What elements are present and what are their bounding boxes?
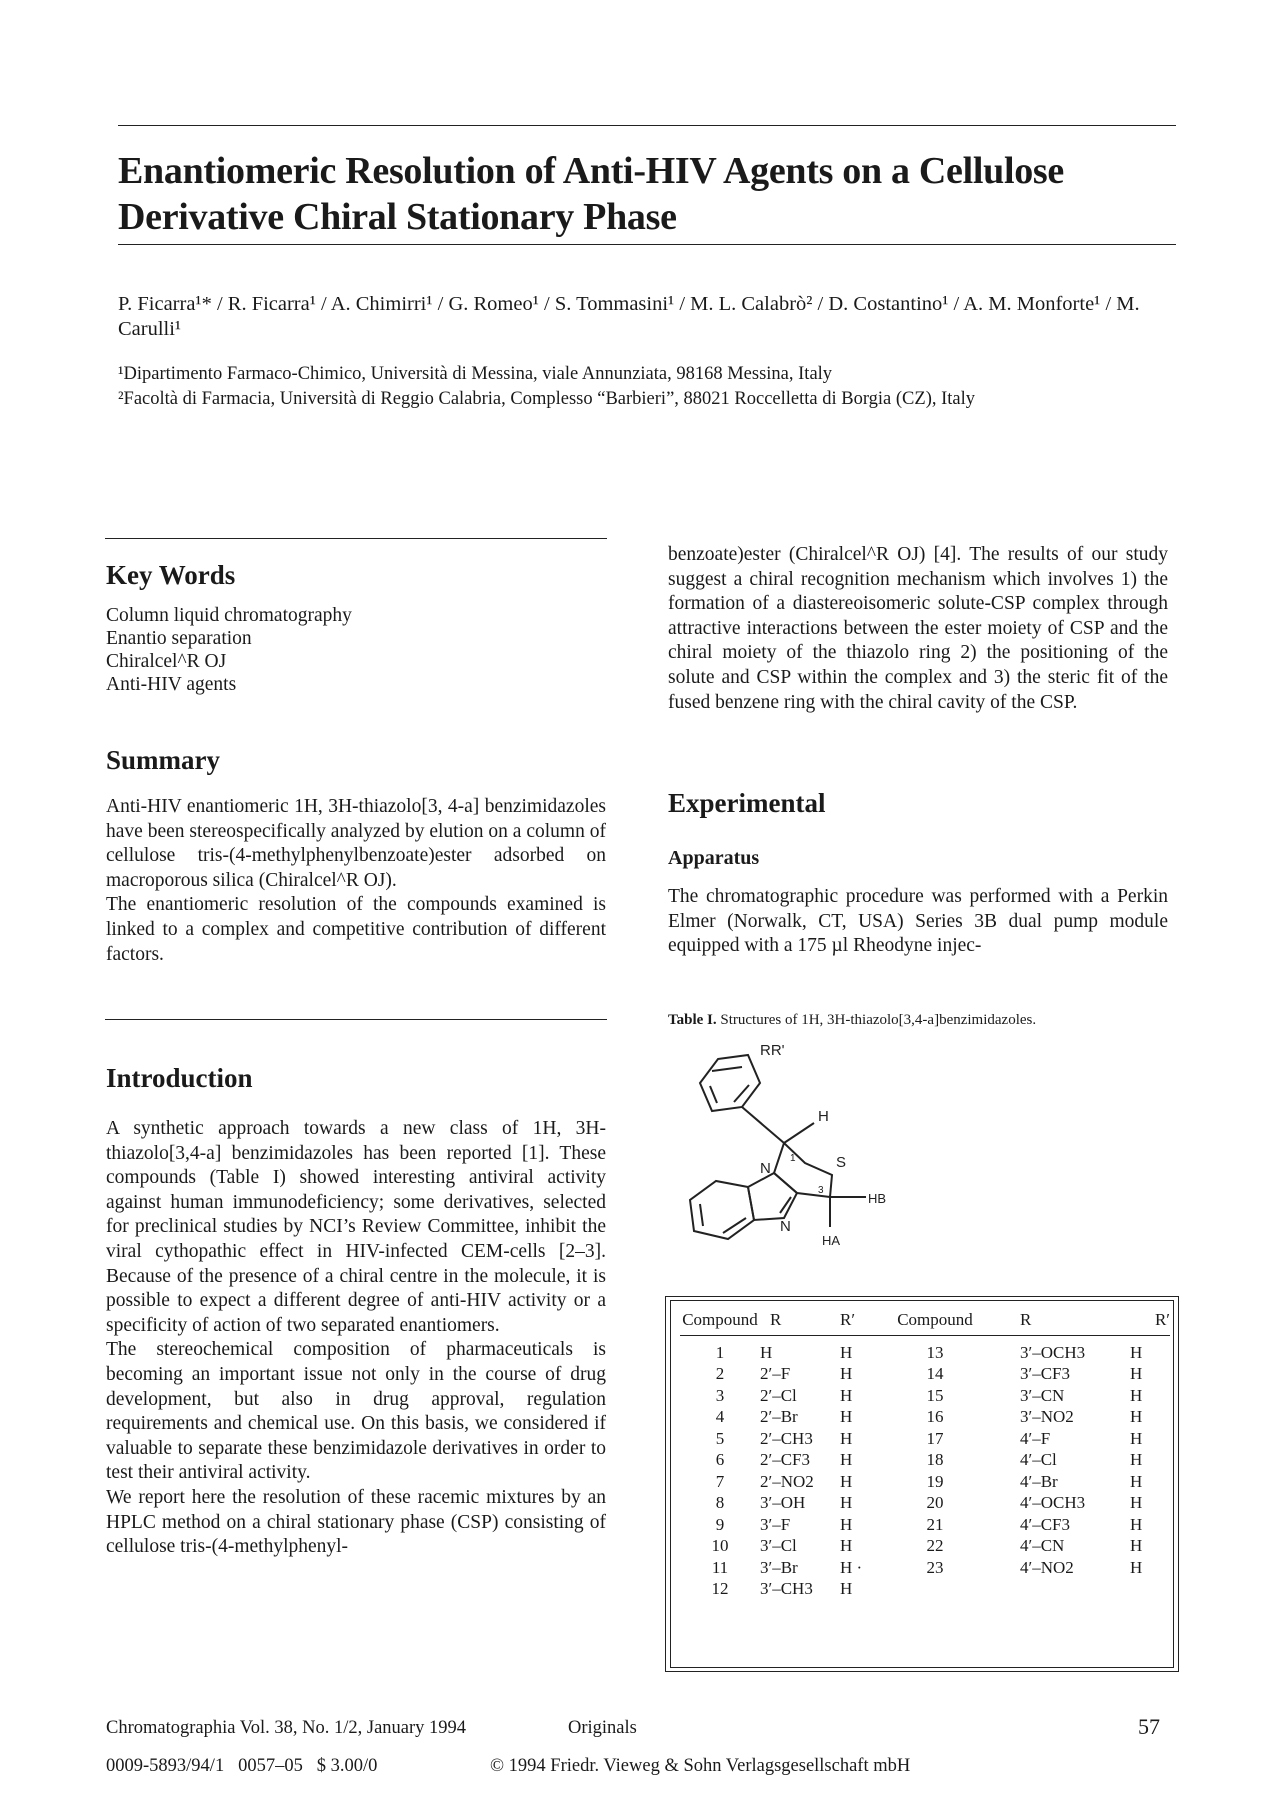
keyword-item: Enantio separation	[106, 628, 252, 649]
page-number: 57	[1138, 1714, 1160, 1739]
introduction-text	[106, 1117, 606, 1560]
table-caption	[668, 1012, 1188, 1029]
table-cell: H	[1130, 1493, 1143, 1513]
benzimidazole-structure	[660, 1045, 920, 1265]
article-code: 0009-5893/94/1 0057–05 $ 3.00/0	[106, 1756, 378, 1776]
summary-paragraph-2: The enantiomeric resolution of the compounds examined is linked to a complex and competitive contribution of different factors.	[106, 894, 606, 965]
apparatus-text: The chromatographic procedure was performed with a Perkin Elmer (Norwalk, CT, USA) Series 3B dual pump module equipped with a 175 µl Rheodyne injec-	[668, 886, 1168, 957]
col-r-2: R	[1020, 1310, 1032, 1329]
table-row	[680, 1536, 1170, 1558]
top-rule	[118, 125, 1176, 126]
affiliation-1: ¹Dipartimento Farmaco-Chimico, Università di Messina, viale Annunziata, 98168 Messina, Italy	[118, 364, 833, 384]
table-cell: 3′–CN	[1020, 1385, 1065, 1405]
summary-text	[106, 795, 606, 967]
s-label: S	[836, 1154, 847, 1171]
table-cell: 9	[715, 1514, 725, 1534]
nitrogen-2-label: N	[780, 1218, 791, 1235]
table-row	[680, 1342, 1170, 1364]
title-rule	[118, 244, 1176, 245]
table-cell: 8	[715, 1493, 725, 1513]
table-cell: H	[1130, 1364, 1143, 1384]
table-cell: 19	[926, 1471, 944, 1491]
keyword-item: Chiralcel^R OJ	[106, 651, 227, 672]
table-cell: 3′–CH3	[760, 1579, 813, 1599]
table-cell: 1	[715, 1342, 725, 1362]
table-row	[680, 1364, 1170, 1386]
table-header-row	[680, 1305, 1170, 1336]
table-cell: 3′–F	[760, 1514, 791, 1534]
table-cell: 3	[715, 1385, 725, 1405]
table-cell: 14	[926, 1364, 944, 1384]
table-cell: 2	[715, 1364, 725, 1384]
journal-citation: Chromatographia Vol. 38, No. 1/2, January 1994	[106, 1718, 467, 1738]
table-cell: 3′–Cl	[760, 1536, 797, 1556]
table-cell: H	[840, 1407, 853, 1427]
summary-paragraph-1: Anti-HIV enantiomeric 1H, 3H-thiazolo[3, 4-a] benzimidazoles have been stereospecifically analyzed by elution on a column of cellulose tris-(4-methylphenylbenzoate)ester adsorbed on macroporous silica (Chiralcel^R OJ).	[106, 796, 606, 891]
table-cell: 6	[715, 1450, 725, 1470]
table-cell: 2′–F	[760, 1364, 791, 1384]
table-cell: 4′–CN	[1020, 1536, 1065, 1556]
table-cell: H	[840, 1493, 853, 1513]
table-cell: 15	[926, 1385, 944, 1405]
table-cell: 4′–Cl	[1020, 1450, 1057, 1470]
paper-title: Enantiomeric Resolution of Anti-HIV Agents on a Cellulose Derivative Chiral Stationary Phase	[118, 150, 1064, 238]
table-cell: 7	[715, 1471, 725, 1491]
intro-paragraph-2: The stereochemical composition of pharmaceuticals is becoming an important issue not only in the course of drug development, but also in drug approval, regulation requirements and chemical use. On this basis, we considered if valuable to separate these benzimidazole derivatives in order to test their antiviral activity.	[106, 1339, 606, 1484]
affiliation-2: ²Facoltà di Farmacia, Università di Reggio Calabria, Complesso “Barbieri”, 88021 Roccelletta di Borgia (CZ), Italy	[118, 389, 976, 409]
table-cell: 21	[926, 1514, 944, 1534]
table-cell: 17	[926, 1428, 944, 1448]
table-row	[680, 1557, 1170, 1579]
table-cell: 4′–CF3	[1020, 1514, 1071, 1534]
table-cell: 5	[715, 1428, 725, 1448]
keyword-item: Anti-HIV agents	[106, 674, 237, 695]
table-caption-text: Structures of 1H, 3H-thiazolo[3,4-a]benzimidazoles.	[720, 1012, 1037, 1028]
table-cell: 4′–Br	[1020, 1471, 1058, 1491]
keywords-rule	[105, 538, 607, 539]
table-row	[680, 1514, 1170, 1536]
hb-label: HB	[868, 1191, 887, 1206]
table-cell: H	[1130, 1557, 1143, 1577]
table-row	[680, 1407, 1170, 1429]
col-r-prime: R′	[840, 1310, 856, 1329]
keywords-heading: Key Words	[106, 560, 236, 590]
table-cell: 16	[926, 1407, 944, 1427]
intro-paragraph-3: We report here the resolution of these racemic mixtures by an HPLC method on a chiral stationary phase (CSP) consisting of cellulose tris-(4-methylphenyl-	[106, 1486, 606, 1558]
table-cell: H	[840, 1428, 853, 1448]
experimental-heading: Experimental	[668, 788, 826, 818]
right-column-paragraph: benzoate)ester (Chiralcel^R OJ) [4]. The results of our study suggest a chiral recognition mechanism which involves 1) the formation of a diastereoisomeric solute-CSP complex through attractive interactions between the ester moiety of CSP and the chiral moiety of the thiazolo ring 2) the positioning of the solute and CSP within the complex and 3) the steric fit of the fused benzene ring with the chiral cavity of the CSP.	[668, 544, 1168, 713]
table-cell: 3′–Br	[760, 1557, 798, 1577]
table-cell: 13	[926, 1342, 944, 1362]
table-cell: 2′–CH3	[760, 1428, 813, 1448]
table-row	[680, 1428, 1170, 1450]
table-cell: 4	[715, 1407, 725, 1427]
keyword-item: Column liquid chromatography	[106, 605, 352, 626]
table-cell: H	[1130, 1536, 1143, 1556]
table-cell: H	[760, 1342, 773, 1362]
table-cell: 22	[926, 1536, 944, 1556]
table-cell: 2′–CF3	[760, 1450, 811, 1470]
table-cell: H	[1130, 1407, 1143, 1427]
table-cell	[990, 1579, 1100, 1601]
ha-label: HA	[822, 1233, 841, 1248]
table-row	[680, 1471, 1170, 1493]
col-r: R	[770, 1310, 782, 1329]
table-row	[680, 1493, 1170, 1515]
table-cell: 3′–CF3	[1020, 1364, 1071, 1384]
table-cell: 18	[926, 1450, 944, 1470]
position-1-label: 1	[790, 1153, 796, 1164]
table-cell: H	[1130, 1342, 1143, 1362]
table-cell	[1100, 1579, 1170, 1601]
table-cell: 3′–OCH3	[1020, 1342, 1086, 1362]
table-cell: H	[1130, 1471, 1143, 1491]
table-cell: H	[840, 1450, 853, 1470]
table-cell: H	[840, 1471, 853, 1491]
table-cell: H ·	[840, 1557, 863, 1577]
table-cell: 4′–F	[1020, 1428, 1051, 1448]
table-cell: H	[1130, 1514, 1143, 1534]
apparatus-heading: Apparatus	[668, 847, 760, 869]
table-cell: H	[840, 1342, 853, 1362]
table-row	[680, 1450, 1170, 1472]
table-cell: 12	[711, 1579, 729, 1599]
table-cell: 11	[711, 1557, 729, 1577]
table-cell: 3′–NO2	[1020, 1407, 1074, 1427]
table-cell: H	[840, 1385, 853, 1405]
table-cell: 4′–NO2	[1020, 1557, 1074, 1577]
table-cell	[880, 1579, 990, 1601]
table-cell: H	[1130, 1428, 1143, 1448]
table-cell: H	[840, 1536, 853, 1556]
keyword-list	[106, 604, 586, 696]
introduction-heading: Introduction	[106, 1063, 253, 1093]
table-cell: H	[840, 1579, 853, 1599]
rr-label: RR'	[760, 1045, 785, 1059]
position-3-label: 3	[818, 1185, 824, 1196]
table-cell: H	[840, 1514, 853, 1534]
summary-heading: Summary	[106, 745, 220, 775]
table-cell: H	[1130, 1450, 1143, 1470]
table-cell: 2′–Cl	[760, 1385, 797, 1405]
col-compound-2: Compound	[897, 1310, 973, 1329]
table-cell: 4′–OCH3	[1020, 1493, 1086, 1513]
table-row	[680, 1579, 1170, 1601]
table-caption-label: Table I.	[668, 1012, 717, 1028]
table-cell: 10	[711, 1536, 729, 1556]
col-compound: Compound	[682, 1310, 758, 1329]
author-list: P. Ficarra¹* / R. Ficarra¹ / A. Chimirri¹ / G. Romeo¹ / S. Tommasini¹ / M. L. Calabrò² / D. Costantino¹ / A. M. Monforte¹ / M. Carulli¹	[118, 293, 1140, 340]
table-cell: 3′–OH	[760, 1493, 806, 1513]
table-cell: H	[840, 1364, 853, 1384]
compound-table	[680, 1305, 1170, 1600]
copyright: © 1994 Friedr. Vieweg & Sohn Verlagsgesellschaft mbH	[490, 1756, 911, 1776]
table-cell: 2′–NO2	[760, 1471, 814, 1491]
nitrogen-1-label: N	[760, 1160, 771, 1177]
intro-paragraph-1: A synthetic approach towards a new class of 1H, 3H-thiazolo[3,4-a] benzimidazoles has been reported [1]. These compounds (Table I) showed interesting antiviral activity against human immunodeficiency; some derivatives, selected for preclinical studies by NCI’s Review Committee, inhibit the viral cythopathic effect in HIV-infected CEM-cells [2–3]. Because of the presence of a chiral centre in the molecule, it is possible to expect a different degree of anti-HIV activity or a specificity of action of two separated enantiomers.	[106, 1118, 606, 1336]
table-cell: 20	[926, 1493, 944, 1513]
table-row	[680, 1385, 1170, 1407]
table-cell: H	[1130, 1385, 1143, 1405]
h-label: H	[818, 1108, 829, 1125]
table-cell: 23	[926, 1557, 944, 1577]
affiliations	[118, 362, 1178, 412]
table-cell: 2′–Br	[760, 1407, 798, 1427]
section-label: Originals	[568, 1718, 637, 1738]
summary-rule	[105, 1019, 607, 1020]
col-r-prime-2: R′	[1154, 1310, 1170, 1329]
